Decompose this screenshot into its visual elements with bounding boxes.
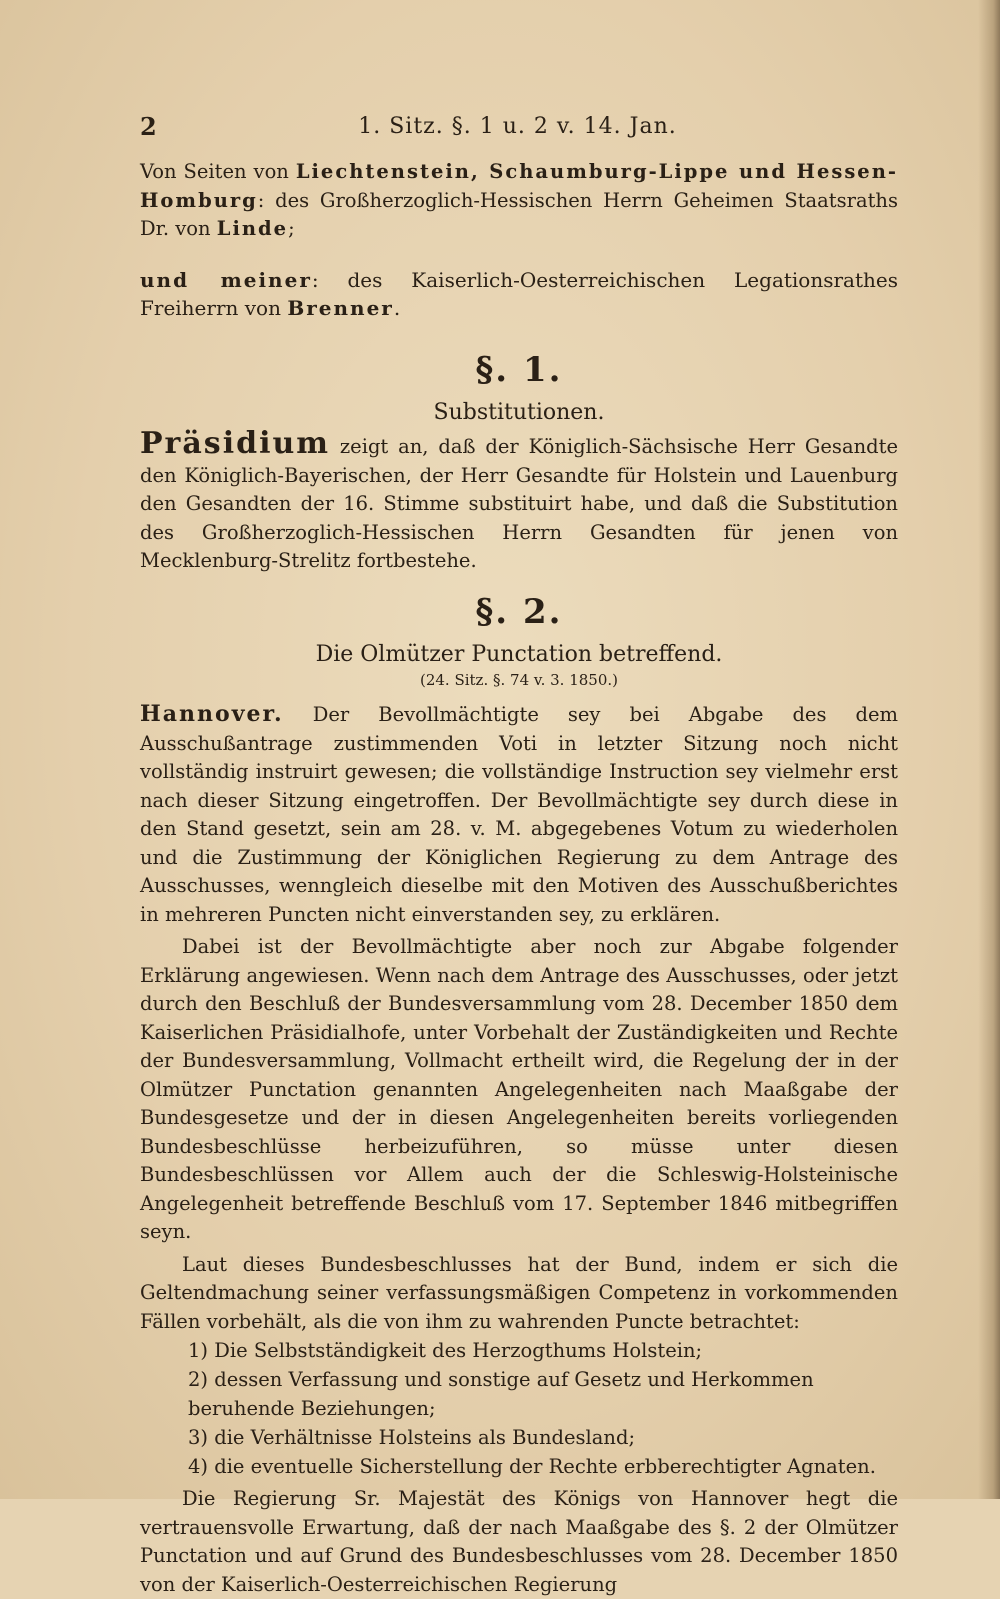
section-1-heading	[140, 350, 898, 425]
section-title: Die Olmützer Punctation betreffend.	[315, 642, 723, 667]
section-title: Substitutionen.	[433, 400, 605, 425]
section-number: §. 2.	[475, 592, 563, 632]
page-header	[140, 112, 895, 146]
section-1-paragraph: Präsidium zeigt an, daß der Königlich-Sächsische Herr Gesandte den Königlich-Bayerischen, der Herr Gesandte für Holstein und Lauenburg den Gesandten der 16. Stimme substituirt habe, und daß die Substitution des Großherzoglich-Hessischen Herrn Gesandten für jenen von Mecklenburg-Strelitz fortbestehe.	[140, 426, 898, 572]
intro-second-line: und meiner: des Kaiserlich-Oesterreichischen Legationsrathes Freiherrn von Brenner.	[140, 267, 898, 320]
page-number: 2	[140, 112, 157, 141]
list-item: 3) die Verhältnisse Holsteins als Bundesland;	[188, 1426, 636, 1449]
list-item: 4) die eventuelle Sicherstellung der Rechte erbberechtigter Agnaten.	[188, 1455, 876, 1478]
list-item: 2) dessen Verfassung und sonstige auf Gesetz und Herkommen beruhende Beziehungen;	[188, 1368, 814, 1420]
speaker-praesidium: Präsidium	[140, 426, 331, 461]
intro-paragraph: Von Seiten von Liechtenstein, Schaumburg-Lippe und Hessen-Homburg: des Großherzoglich-Hessischen Herrn Geheimen Staatsraths Dr. von Linde;	[140, 160, 898, 240]
intro-block	[140, 158, 898, 323]
intro-name-brenner: Brenner	[287, 296, 394, 320]
section-2-paragraph-1: Hannover. Der Bevollmächtigte sey bei Abgabe des dem Ausschußantrage zustimmenden Voti in letzter Sitzung noch nicht vollständig instruirt gewesen; die vollständige Instruction sey vielmehr erst nach dieser Sitzung eingetroffen. Der Bevollmächtigte sey durch diese in den Stand gesetzt, sein am 28. v. M. abgegebenes Votum zu wiederholen und die Zustimmung der Königlichen Regierung zu dem Antrage des Ausschusses, wenngleich dieselbe mit den Motiven des Ausschußberichtes in mehreren Puncten nicht einverstanden sey, zu erklären.	[140, 701, 898, 926]
section-2-heading	[140, 592, 898, 689]
section-reference: (24. Sitz. §. 74 v. 3. 1850.)	[419, 671, 618, 689]
list-item: 1) Die Selbstständigkeit des Herzogthums Holstein;	[188, 1339, 703, 1362]
protected-points-list	[140, 1336, 898, 1481]
section-number: §. 1.	[475, 350, 563, 390]
speaker-hannover: Hannover.	[140, 701, 284, 727]
section-2-body	[140, 700, 898, 1599]
section-2-paragraph-2: Dabei ist der Bevollmächtigte aber noch zur Abgabe folgender Erklärung angewiesen. Wenn nach dem Antrage des Ausschusses, oder jetzt durch den Beschluß der Bundesversammlung vom 28. December 1850 dem Kaiserlichen Präsidialhofe, unter Vorbehalt der Zuständigkeiten und Rechte der Bundesversammlung, Vollmacht ertheilt wird, die Regelung der in der Olmützer Punctation genannten Angelegenheiten nach Maaßgabe der Bundesgesetze und der in diesen Angelegenheiten bereits vorliegenden Bundesbeschlüsse herbeizuführen, so müsse unter diesen Bundesbeschlüssen vor Allem auch der die Schleswig-Holsteinische Angelegenheit betreffende Beschluß vom 17. September 1846 mitbegriffen seyn.	[140, 935, 898, 1243]
running-title: 1. Sitz. §. 1 u. 2 v. 14. Jan.	[358, 114, 677, 139]
section-1-body	[140, 426, 898, 576]
page-edge-shadow	[978, 0, 1000, 1499]
intro-name-linde: Linde	[216, 217, 289, 240]
intro-states: Liechtenstein, Schaumburg-Lippe und Hessen-Homburg	[140, 160, 898, 212]
section-2-paragraph-4: Die Regierung Sr. Majestät des Königs von Hannover hegt die vertrauensvolle Erwartung, daß der nach Maaßgabe des §. 2 der Olmützer Punctation und auf Grund des Bundesbeschlusses vom 28. December 1850 von der Kaiserlich-Oesterreichischen Regierung	[140, 1487, 898, 1596]
section-2-paragraph-3: Laut dieses Bundesbeschlusses hat der Bund, indem er sich die Geltendmachung seiner verfassungsmäßigen Competenz in vorkommenden Fällen vorbehält, als die von ihm zu wahrenden Puncte betrachtet:	[140, 1252, 898, 1333]
